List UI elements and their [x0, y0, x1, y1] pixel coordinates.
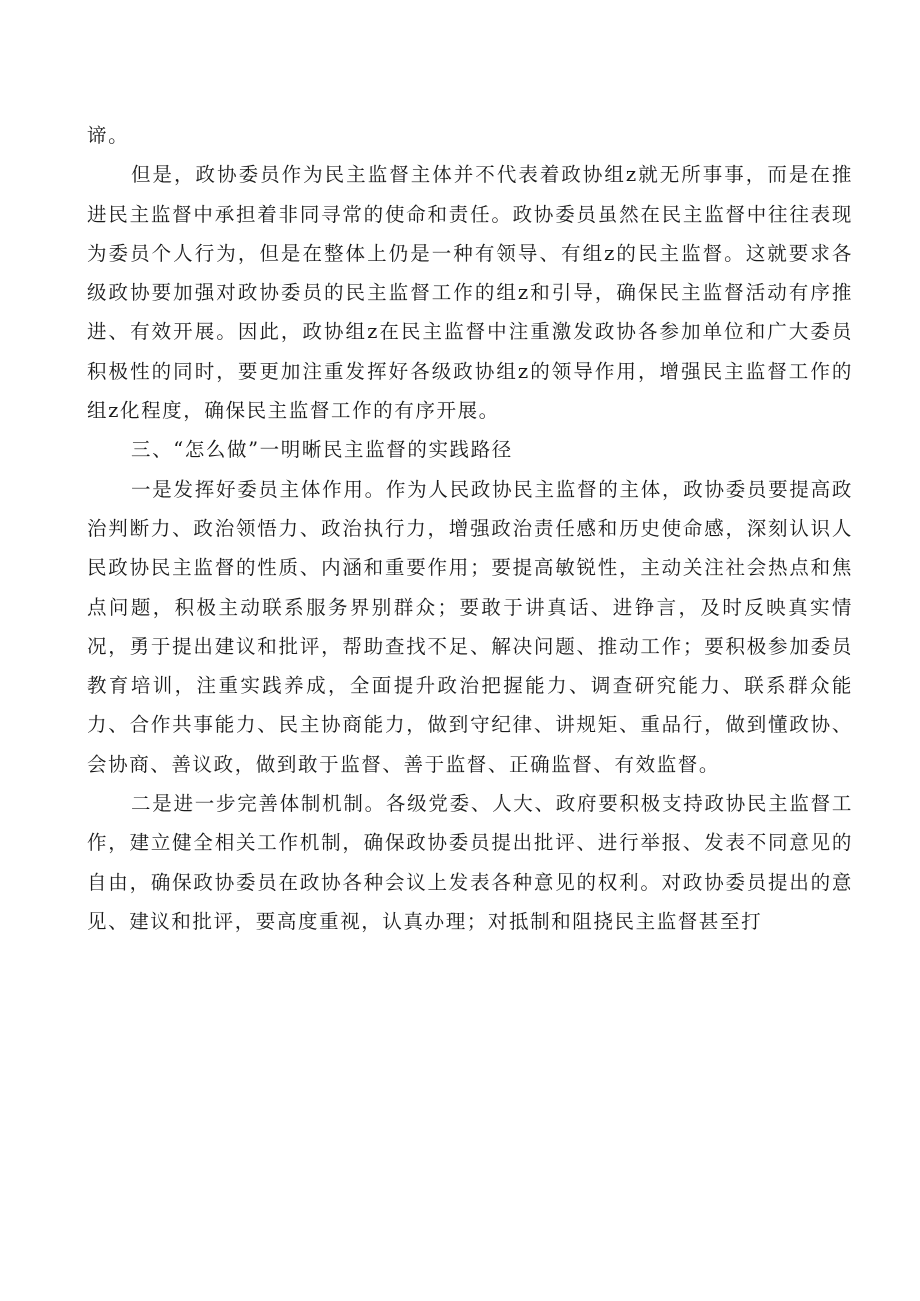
paragraph-continuation: 谛。 [87, 124, 130, 147]
paragraph-member-role: 一是发挥好委员主体作用。作为人民政协民主监督的主体，政协委员要提高政治判断力、政治领悟力、政治执行力，增强政治责任感和历史使命感，深刻认识人民政协民主监督的性质、内涵和重要作用；要提高敏锐性，主动关注社会热点和焦点问题，积极主动联系服务界别群众；要敢于讲真话、进铮言，及时反映真实情况，勇于提出建议和批评，帮助查找不足、解决问题、推动工作；要积极参加委员教育培训，注重实践养成，全面提升政治把握能力、调查研究能力、联系群众能力、合作共事能力、民主协商能力，做到守纪律、讲规矩、重品行，做到懂政协、会协商、善议政，做到敢于监督、善于监督、正确监督、有效监督。 [87, 477, 853, 776]
paragraph-institutional-mechanism: 二是进一步完善体制机制。各级党委、人大、政府要积极支持政协民主监督工作，建立健全相关工作机制，确保政协委员提出批评、进行举报、发表不同意见的自由，确保政协委员在政协各种会议上发表各种意见的权利。对政协委员提出的意见、建议和批评，要高度重视，认真办理；对抵制和阻挠民主监督甚至打 [87, 792, 853, 933]
paragraph-supervision-organization: 但是，政协委员作为民主监督主体并不代表着政协组z就无所事事，而是在推进民主监督中承担着非同寻常的使命和责任。政协委员虽然在民主监督中往往表现为委员个人行为，但是在整体上仍是一种有领导、有组z的民主监督。这就要求各级政协要加强对政协委员的民主监督工作的组z和引导，确保民主监督活动有序推进、有效开展。因此，政协组z在民主监督中注重激发政协各参加单位和广大委员积极性的同时，要更加注重发挥好各级政协组z的领导作用，增强民主监督工作的组z化程度，确保民主监督工作的有序开展。 [87, 163, 853, 423]
section-heading: 三、“怎么做”一明晰民主监督的实践路径 [131, 438, 513, 462]
document-body [87, 116, 853, 941]
